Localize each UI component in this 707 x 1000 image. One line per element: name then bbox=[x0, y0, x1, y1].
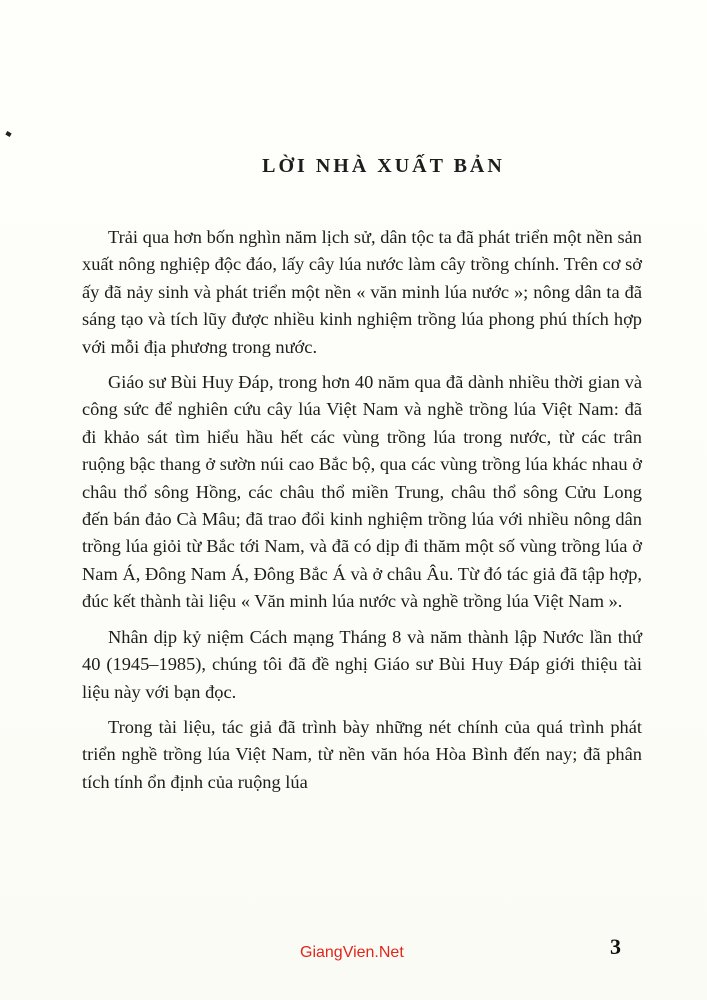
paragraph-2: Giáo sư Bùi Huy Đáp, trong hơn 40 năm qua đã dành nhiều thời gian và công sức để nghiên cứu cây lúa Việt Nam và nghề trồng lúa Việt Nam: đã đi khảo sát tìm hiểu hầu hết các vùng trồng lúa trong nước, từ các trân ruộng bậc thang ở sườn núi cao Bắc bộ, qua các vùng trồng lúa khác nhau ở châu thổ sông Hồng, các châu thổ miền Trung, châu thổ sông Cửu Long đến bán đảo Cà Mâu; đã trao đổi kinh nghiệm trồng lúa với nhiều nông dân trồng lúa giỏi từ Bắc tới Nam, và đã có dịp đi thăm một số vùng trồng lúa ở Nam Á, Đông Nam Á, Đông Bắc Á và ở châu Âu. Từ đó tác giả đã tập hợp, đúc kết thành tài liệu « Văn minh lúa nước và nghề trồng lúa Việt Nam ». bbox=[82, 372, 642, 612]
body-text bbox=[82, 224, 642, 796]
page-title: LỜI NHÀ XUẤT BẢN bbox=[262, 155, 505, 177]
page-number: 3 bbox=[610, 934, 621, 959]
paragraph-3: Nhân dịp kỷ niệm Cách mạng Tháng 8 và năm thành lập Nước lần thứ 40 (1945–1985), chúng tôi đã đề nghị Giáo sư Bùi Huy Đáp giới thiệu tài liệu này với bạn đọc. bbox=[82, 626, 642, 702]
scan-mark bbox=[5, 131, 11, 137]
watermark-text: GiangVien.Net bbox=[300, 944, 404, 961]
paragraph-4: Trong tài liệu, tác giả đã trình bày những nét chính của quá trình phát triển nghề trồng lúa Việt Nam, từ nền văn hóa Hòa Bình đến nay; đã phân tích tính ổn định của ruộng lúa bbox=[82, 716, 642, 792]
paragraph-1: Trải qua hơn bốn nghìn năm lịch sử, dân tộc ta đã phát triển một nền sản xuất nông nghiệp độc đáo, lấy cây lúa nước làm cây trồng chính. Trên cơ sở ấy đã nảy sinh và phát triển một nền « văn minh lúa nước »; nông dân ta đã sáng tạo và tích lũy được nhiều kinh nghiệm trồng lúa phong phú thích hợp với mỗi địa phương trong nước. bbox=[82, 227, 642, 357]
